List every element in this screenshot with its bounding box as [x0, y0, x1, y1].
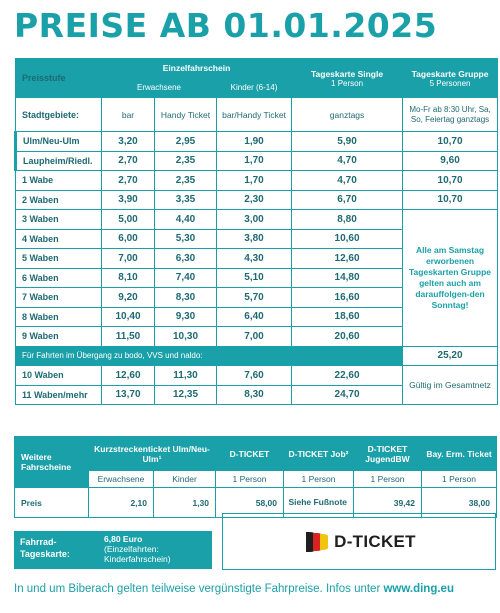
- price-kinder: 4,30: [217, 249, 292, 269]
- preis-bay: 38,00: [422, 488, 497, 518]
- price-single: 4,70: [292, 171, 403, 191]
- price-handy: 12,35: [155, 385, 217, 405]
- price-bar: 12,60: [102, 366, 155, 386]
- row-label: 3 Waben: [16, 210, 102, 230]
- row-label: Laupheim/Riedl.: [16, 151, 102, 171]
- row-label: 6 Waben: [16, 268, 102, 288]
- table-row: [16, 190, 498, 210]
- footer-link[interactable]: www.ding.eu: [383, 583, 454, 595]
- row-label: 9 Waben: [16, 327, 102, 347]
- price-single: 12,60: [292, 249, 403, 269]
- uebergang-text: Für Fahrten im Übergang zu bodo, VVS und naldo:: [16, 346, 403, 366]
- page-title: PREISE AB 01.01.2025: [14, 6, 438, 45]
- price-bar: 2,70: [102, 151, 155, 171]
- row-label: 7 Waben: [16, 288, 102, 308]
- preis-jugend: 39,42: [354, 488, 422, 518]
- price-gruppe: 10,70: [403, 190, 498, 210]
- footer-note: [14, 583, 454, 595]
- sub-erwachsene: Erwachsene: [89, 471, 154, 488]
- price-bar: 2,70: [102, 171, 155, 191]
- price-kinder: 2,30: [217, 190, 292, 210]
- header-tageskarte-gruppe-sub: 5 Personen: [429, 78, 471, 88]
- price-handy: 2,95: [155, 132, 217, 152]
- price-bar: 11,50: [102, 327, 155, 347]
- fahrrad-value: [98, 531, 212, 569]
- price-gruppe: 10,70: [403, 171, 498, 191]
- row-label: 2 Waben: [16, 190, 102, 210]
- preis-kinder: 1,30: [154, 488, 216, 518]
- header-tageskarte-single-sub: 1 Person: [331, 78, 364, 88]
- price-kinder: 7,00: [217, 327, 292, 347]
- price-kinder: 7,60: [217, 366, 292, 386]
- price-bar: 6,00: [102, 229, 155, 249]
- header-erwachsene: Erwachsene: [102, 78, 217, 98]
- header-preisstufe: Preisstufe: [16, 59, 102, 98]
- price-single: 20,60: [292, 327, 403, 347]
- price-handy: 5,30: [155, 229, 217, 249]
- header-dticket: D-TICKET: [216, 437, 284, 471]
- price-handy: 8,30: [155, 288, 217, 308]
- price-bar: 7,00: [102, 249, 155, 269]
- price-kinder: 1,90: [217, 132, 292, 152]
- preis-erw: 2,10: [89, 488, 154, 518]
- price-single: 4,70: [292, 151, 403, 171]
- sub-person-dticket: 1 Person: [216, 471, 284, 488]
- price-bar: 10,40: [102, 307, 155, 327]
- price-kinder: 8,30: [217, 385, 292, 405]
- dticket-flag-icon: [302, 530, 328, 554]
- price-table: [14, 58, 498, 405]
- sub-kinder: Kinder: [154, 471, 216, 488]
- stadtgebiete-label: Stadtgebiete:: [16, 98, 102, 132]
- fahrrad-label: Fahrrad-Tageskarte:: [14, 531, 98, 569]
- gueltig-note: Gültig im Gesamtnetz: [403, 366, 498, 405]
- table-row: [16, 132, 498, 152]
- stadtgebiete-handy: Handy Ticket: [155, 98, 217, 132]
- price-single: 14,80: [292, 268, 403, 288]
- price-handy: 11,30: [155, 366, 217, 386]
- preis-dticket: 58,00: [216, 488, 284, 518]
- price-single: 10,60: [292, 229, 403, 249]
- price-gruppe: 9,60: [403, 151, 498, 171]
- price-bar: 13,70: [102, 385, 155, 405]
- fahrrad-note: (Einzelfahrten: Kinderfahrschein): [104, 544, 171, 564]
- price-handy: 9,30: [155, 307, 217, 327]
- dticket-logo-text: D-TICKET: [334, 531, 416, 551]
- price-single: 6,70: [292, 190, 403, 210]
- stadtgebiete-gruppe: Mo-Fr ab 8:30 Uhr, Sa, So, Feiertag ganztags: [403, 98, 498, 132]
- price-bar: 5,00: [102, 210, 155, 230]
- price-kinder: 3,00: [217, 210, 292, 230]
- price-single: 22,60: [292, 366, 403, 386]
- price-gruppe: 10,70: [403, 132, 498, 152]
- price-single: 24,70: [292, 385, 403, 405]
- row-label: 1 Wabe: [16, 171, 102, 191]
- price-kinder: 3,80: [217, 229, 292, 249]
- price-handy: 4,40: [155, 210, 217, 230]
- price-single: 8,80: [292, 210, 403, 230]
- row-label: 10 Waben: [16, 366, 102, 386]
- uebergang-gruppe: 25,20: [403, 346, 498, 366]
- sub-person-bay: 1 Person: [422, 471, 497, 488]
- table-row: [16, 151, 498, 171]
- fahrrad-tageskarte: [14, 531, 212, 569]
- header-tageskarte-single-label: Tageskarte Single: [310, 68, 384, 79]
- row-label: 4 Waben: [16, 229, 102, 249]
- price-kinder: 5,10: [217, 268, 292, 288]
- price-handy: 7,40: [155, 268, 217, 288]
- header-tageskarte-gruppe: [403, 59, 498, 98]
- weitere-label: Weitere Fahrscheine: [15, 437, 89, 488]
- header-kinder: Kinder (6-14): [217, 78, 292, 98]
- price-bar: 8,10: [102, 268, 155, 288]
- row-label: Ulm/Neu-Ulm: [16, 132, 102, 152]
- row-label: 5 Waben: [16, 249, 102, 269]
- price-handy: 10,30: [155, 327, 217, 347]
- table-row: [16, 366, 498, 386]
- price-kinder: 1,70: [217, 171, 292, 191]
- row-label: 8 Waben: [16, 307, 102, 327]
- row-label: 11 Waben/mehr: [16, 385, 102, 405]
- header-tageskarte-gruppe-label: Tageskarte Gruppe: [411, 68, 489, 79]
- gruppe-note: Alle am Samstag erworbenen Tageskarten Gruppe gelten auch am darauffolgen-den Sonntag!: [403, 210, 498, 347]
- price-kinder: 5,70: [217, 288, 292, 308]
- price-handy: 2,35: [155, 171, 217, 191]
- price-single: 18,60: [292, 307, 403, 327]
- price-kinder: 6,40: [217, 307, 292, 327]
- header-kurzstrecke: Kurzstreckenticket Ulm/Neu-Ulm¹: [89, 437, 216, 471]
- price-bar: 3,20: [102, 132, 155, 152]
- header-bay-erm: Bay. Erm. Ticket: [422, 437, 497, 471]
- price-handy: 2,35: [155, 151, 217, 171]
- table-row: [16, 210, 498, 230]
- sub-person-job: 1 Person: [284, 471, 354, 488]
- price-bar: 9,20: [102, 288, 155, 308]
- dticket-logo-box: [222, 513, 496, 570]
- table-row: [16, 171, 498, 191]
- price-kinder: 1,70: [217, 151, 292, 171]
- sub-person-jugend: 1 Person: [354, 471, 422, 488]
- stadtgebiete-ganztags: ganztags: [292, 98, 403, 132]
- price-single: 16,60: [292, 288, 403, 308]
- preis-label: Preis: [15, 488, 89, 518]
- uebergang-row: [16, 346, 498, 366]
- price-handy: 3,35: [155, 190, 217, 210]
- header-dticket-jugend: D-TICKET JugendBW: [354, 437, 422, 471]
- preis-job: Siehe Fußnote: [284, 488, 354, 518]
- header-einzelfahrschein: Einzelfahrschein: [102, 59, 292, 79]
- weitere-fahrscheine-table: [14, 436, 497, 518]
- stadtgebiete-bar: bar: [102, 98, 155, 132]
- header-dticket-job: D-TICKET Job²: [284, 437, 354, 471]
- stadtgebiete-barhandy: bar/Handy Ticket: [217, 98, 292, 132]
- header-tageskarte-single: [292, 59, 403, 98]
- price-handy: 6,30: [155, 249, 217, 269]
- footer-text: In und um Biberach gelten teilweise vergünstigte Fahrpreise. Infos unter: [14, 583, 384, 595]
- price-bar: 3,90: [102, 190, 155, 210]
- price-single: 5,90: [292, 132, 403, 152]
- fahrrad-price: 6,80 Euro: [104, 534, 143, 544]
